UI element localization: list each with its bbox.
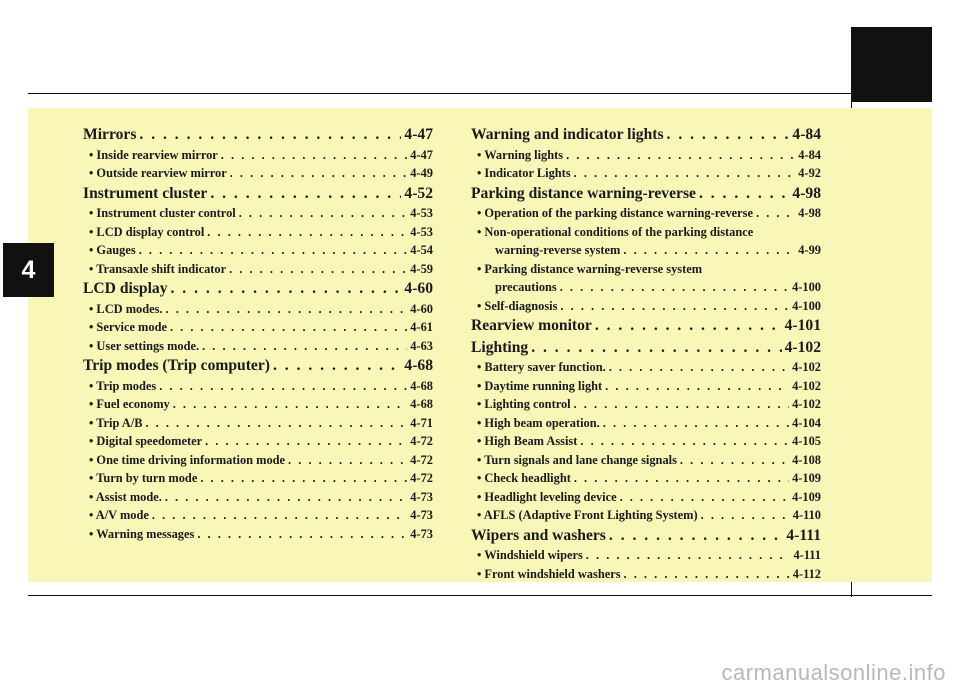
toc-page-number: 4-72 (410, 471, 433, 485)
toc-entry-label: • Front windshield washers (477, 566, 621, 581)
toc-subentry[interactable] (471, 546, 821, 565)
toc-page-number: 4-47 (404, 126, 433, 143)
toc-section-entry[interactable] (83, 278, 433, 300)
toc-page-number: 4-52 (404, 184, 433, 202)
toc-subentry[interactable] (83, 506, 433, 525)
toc-page-number: 4-100 (792, 298, 821, 313)
toc-section-entry[interactable] (471, 315, 821, 337)
toc-entry-label: warning-reverse system (495, 243, 621, 257)
toc-entry-label: • Fuel economy (89, 397, 170, 411)
dot-leader (273, 355, 401, 377)
toc-page-number: 4-71 (410, 415, 433, 430)
toc-entry-label: Wipers and washers (471, 526, 606, 544)
dot-leader (701, 506, 790, 525)
toc-page-number: 4-98 (792, 184, 821, 202)
chapter-number-tab: 4 (3, 243, 54, 297)
toc-page-number: 4-60 (404, 280, 433, 297)
dot-leader (202, 337, 407, 356)
toc-page-number: 4-84 (792, 126, 821, 143)
toc-subentry[interactable] (471, 146, 821, 165)
toc-entry-label: • A/V mode (89, 508, 149, 522)
toc-subentry[interactable] (83, 300, 433, 319)
toc-page-number: 4-49 (410, 166, 433, 180)
toc-page-number: 4-73 (410, 526, 433, 541)
toc-entry-label: • Headlight leveling device (477, 489, 617, 504)
toc-section-entry[interactable] (83, 183, 433, 205)
toc-page-number: 4-68 (410, 378, 433, 393)
toc-page-number: 4-92 (798, 166, 821, 180)
toc-entry-label: • Inside rearview mirror (89, 147, 218, 162)
dot-leader (288, 451, 407, 470)
toc-entry-label: Instrument cluster (83, 184, 208, 202)
toc-subentry[interactable] (471, 260, 821, 279)
dot-leader (609, 358, 789, 377)
dot-leader (230, 164, 408, 183)
toc-subentry[interactable] (83, 469, 433, 488)
toc-page-number: 4-102 (792, 397, 821, 411)
toc-page-number: 4-112 (792, 566, 821, 581)
toc-page-number: 4-61 (410, 320, 433, 334)
toc-page-number: 4-108 (792, 452, 821, 467)
toc-left-column (83, 124, 433, 543)
toc-subentry[interactable] (471, 377, 821, 396)
toc-entry-label: • LCD display control (89, 224, 205, 239)
toc-page-number: 4-104 (792, 415, 821, 430)
toc-subentry[interactable] (471, 278, 821, 297)
toc-entry-label: • Instrument cluster control (89, 206, 236, 220)
toc-subentry[interactable] (83, 395, 433, 414)
dot-leader (531, 337, 781, 359)
toc-entry-label: • Self-diagnosis (477, 298, 558, 313)
toc-entry-label: • Non-operational conditions of the parking distance (477, 224, 754, 239)
toc-page-number: 4-109 (792, 489, 821, 504)
dot-leader (171, 278, 402, 300)
toc-section-entry[interactable] (471, 525, 821, 547)
toc-entry-label: • Trip A/B (89, 415, 143, 430)
toc-entry-label: • AFLS (Adaptive Front Lighting System) (477, 508, 698, 522)
toc-page-number: 4-111 (793, 548, 821, 562)
dot-leader (574, 469, 789, 488)
dot-leader (200, 469, 407, 488)
toc-entry-label: • High Beam Assist (477, 434, 578, 448)
toc-entry-label: • Turn by turn mode (89, 471, 198, 485)
toc-entry-label: • Assist mode. (89, 489, 162, 504)
toc-subentry[interactable] (471, 469, 821, 488)
toc-section-entry[interactable] (83, 355, 433, 377)
dot-leader (667, 124, 790, 146)
dot-leader (609, 525, 783, 547)
toc-entry-label: Parking distance warning-reverse (471, 184, 696, 202)
toc-page-number: 4-102 (792, 378, 821, 393)
toc-subentry[interactable] (471, 204, 821, 223)
toc-page-number: 4-102 (792, 360, 821, 374)
toc-subentry[interactable] (471, 488, 821, 507)
toc-page-number: 4-68 (410, 397, 433, 411)
toc-entry-label: • Daytime running light (477, 378, 603, 393)
toc-entry-label: Rearview monitor (471, 317, 592, 334)
dot-leader (239, 204, 408, 223)
dot-leader (580, 432, 789, 451)
toc-entry-label: • Gauges (89, 243, 136, 257)
toc-entry-label: • Trip modes (89, 378, 157, 393)
toc-page-number: 4-111 (786, 526, 821, 544)
toc-page-number: 4-72 (410, 434, 433, 448)
toc-entry-label: • Check headlight (477, 471, 571, 485)
dot-leader (229, 260, 407, 279)
dot-leader (560, 297, 789, 316)
toc-subentry[interactable] (83, 451, 433, 470)
toc-subentry[interactable] (471, 223, 821, 242)
toc-subentry[interactable] (83, 164, 433, 183)
dot-leader (159, 377, 407, 396)
dot-leader (623, 241, 795, 260)
toc-page-number: 4-72 (410, 452, 433, 467)
toc-entry-label: • LCD modes. (89, 301, 163, 316)
toc-section-entry[interactable] (471, 183, 821, 205)
toc-page-number: 4-109 (792, 471, 821, 485)
toc-subentry[interactable] (471, 506, 821, 525)
toc-subentry[interactable] (471, 432, 821, 451)
dot-leader (699, 183, 789, 205)
toc-section-entry[interactable] (471, 337, 821, 359)
toc-subentry[interactable] (83, 525, 433, 544)
toc-page-number: 4-73 (410, 508, 433, 522)
dot-leader (205, 432, 407, 451)
dot-leader (145, 414, 407, 433)
toc-entry-label: • Service mode (89, 320, 167, 334)
toc-subentry[interactable] (471, 358, 821, 377)
dot-leader (197, 525, 407, 544)
dot-leader (139, 241, 408, 260)
toc-page-number: 4-54 (410, 243, 433, 257)
toc-page-number: 4-101 (784, 317, 821, 334)
toc-subentry[interactable] (83, 318, 433, 337)
toc-entry-label: • User settings mode. (89, 338, 200, 353)
dot-leader (207, 223, 407, 242)
toc-subentry[interactable] (471, 451, 821, 470)
dot-leader (560, 278, 789, 297)
dot-leader (166, 300, 408, 319)
dot-leader (173, 395, 408, 414)
toc-entry-label: • Warning messages (89, 526, 195, 541)
dot-leader (624, 565, 790, 584)
toc-entry-label: • Indicator Lights (477, 166, 571, 180)
corner-tab (852, 27, 932, 102)
dot-leader (210, 183, 401, 205)
toc-page-number: 4-102 (784, 338, 821, 356)
toc-entry-label: • Battery saver function. (477, 360, 606, 374)
toc-subentry[interactable] (83, 337, 433, 356)
toc-page-number: 4-53 (410, 206, 433, 220)
dot-leader (574, 164, 796, 183)
toc-page-number: 4-60 (410, 301, 433, 316)
toc-subentry[interactable] (471, 565, 821, 584)
toc-right-column (471, 124, 821, 583)
toc-section-entry[interactable] (83, 124, 433, 146)
toc-entry-label: • One time driving information mode (89, 452, 286, 467)
toc-subentry[interactable] (471, 164, 821, 183)
dot-leader (605, 377, 789, 396)
dot-leader (756, 204, 795, 223)
toc-subentry[interactable] (471, 241, 821, 260)
toc-subentry[interactable] (83, 241, 433, 260)
header-rule (28, 93, 932, 94)
toc-page-number: 4-98 (798, 206, 821, 220)
dot-leader (566, 146, 795, 165)
toc-page-number: 4-63 (410, 338, 433, 353)
toc-page-number: 4-47 (410, 147, 433, 162)
toc-page-number: 4-105 (792, 434, 821, 448)
toc-entry-label: Warning and indicator lights (471, 126, 664, 143)
toc-page-number: 4-59 (410, 261, 433, 276)
dot-leader (680, 451, 789, 470)
dot-leader (165, 488, 407, 507)
dot-leader (620, 488, 789, 507)
toc-entry-label: • Parking distance warning-reverse system (477, 261, 703, 276)
toc-entry-label: Lighting (471, 338, 529, 356)
toc-entry-label: LCD display (83, 280, 168, 297)
toc-entry-label: • Operation of the parking distance warning-reverse (477, 206, 753, 220)
toc-page-number: 4-110 (792, 508, 821, 522)
toc-page-number: 4-73 (410, 489, 433, 504)
toc-entry-label: • Turn signals and lane change signals (477, 452, 677, 467)
dot-leader (170, 318, 407, 337)
footer-rule (28, 595, 932, 596)
toc-subentry[interactable] (83, 146, 433, 165)
toc-entry-label: Mirrors (83, 126, 137, 143)
toc-section-entry[interactable] (471, 124, 821, 146)
dot-leader (139, 124, 401, 146)
toc-entry-label: Trip modes (Trip computer) (83, 357, 270, 374)
toc-entry-label: • Outside rearview mirror (89, 166, 227, 180)
toc-page-number: 4-100 (792, 280, 821, 294)
toc-subentry[interactable] (471, 297, 821, 316)
toc-subentry[interactable] (83, 488, 433, 507)
toc-entry-label: • Warning lights (477, 147, 564, 162)
toc-entry-label: • High beam operation. (477, 415, 600, 430)
toc-subentry[interactable] (83, 204, 433, 223)
dot-leader (595, 315, 782, 337)
toc-entry-label: • Lighting control (477, 397, 571, 411)
toc-subentry[interactable] (83, 432, 433, 451)
toc-page-number: 4-68 (404, 357, 433, 374)
toc-subentry[interactable] (471, 395, 821, 414)
dot-leader (574, 395, 789, 414)
toc-subentry[interactable] (83, 223, 433, 242)
toc-subentry[interactable] (471, 414, 821, 433)
toc-page-number: 4-99 (798, 243, 821, 257)
dot-leader (152, 506, 407, 525)
dot-leader (603, 414, 789, 433)
toc-page-number: 4-53 (410, 224, 433, 239)
toc-entry-label: • Windshield wipers (477, 548, 583, 562)
watermark: carmanualsonline.info (721, 660, 946, 685)
toc-entry-label: • Digital speedometer (89, 434, 203, 448)
toc-entry-label: • Transaxle shift indicator (89, 261, 227, 276)
toc-subentry[interactable] (83, 414, 433, 433)
dot-leader (221, 146, 407, 165)
toc-page-number: 4-84 (798, 147, 821, 162)
toc-entry-label: precautions (495, 280, 557, 294)
dot-leader (586, 546, 791, 565)
toc-subentry[interactable] (83, 260, 433, 279)
toc-subentry[interactable] (83, 377, 433, 396)
